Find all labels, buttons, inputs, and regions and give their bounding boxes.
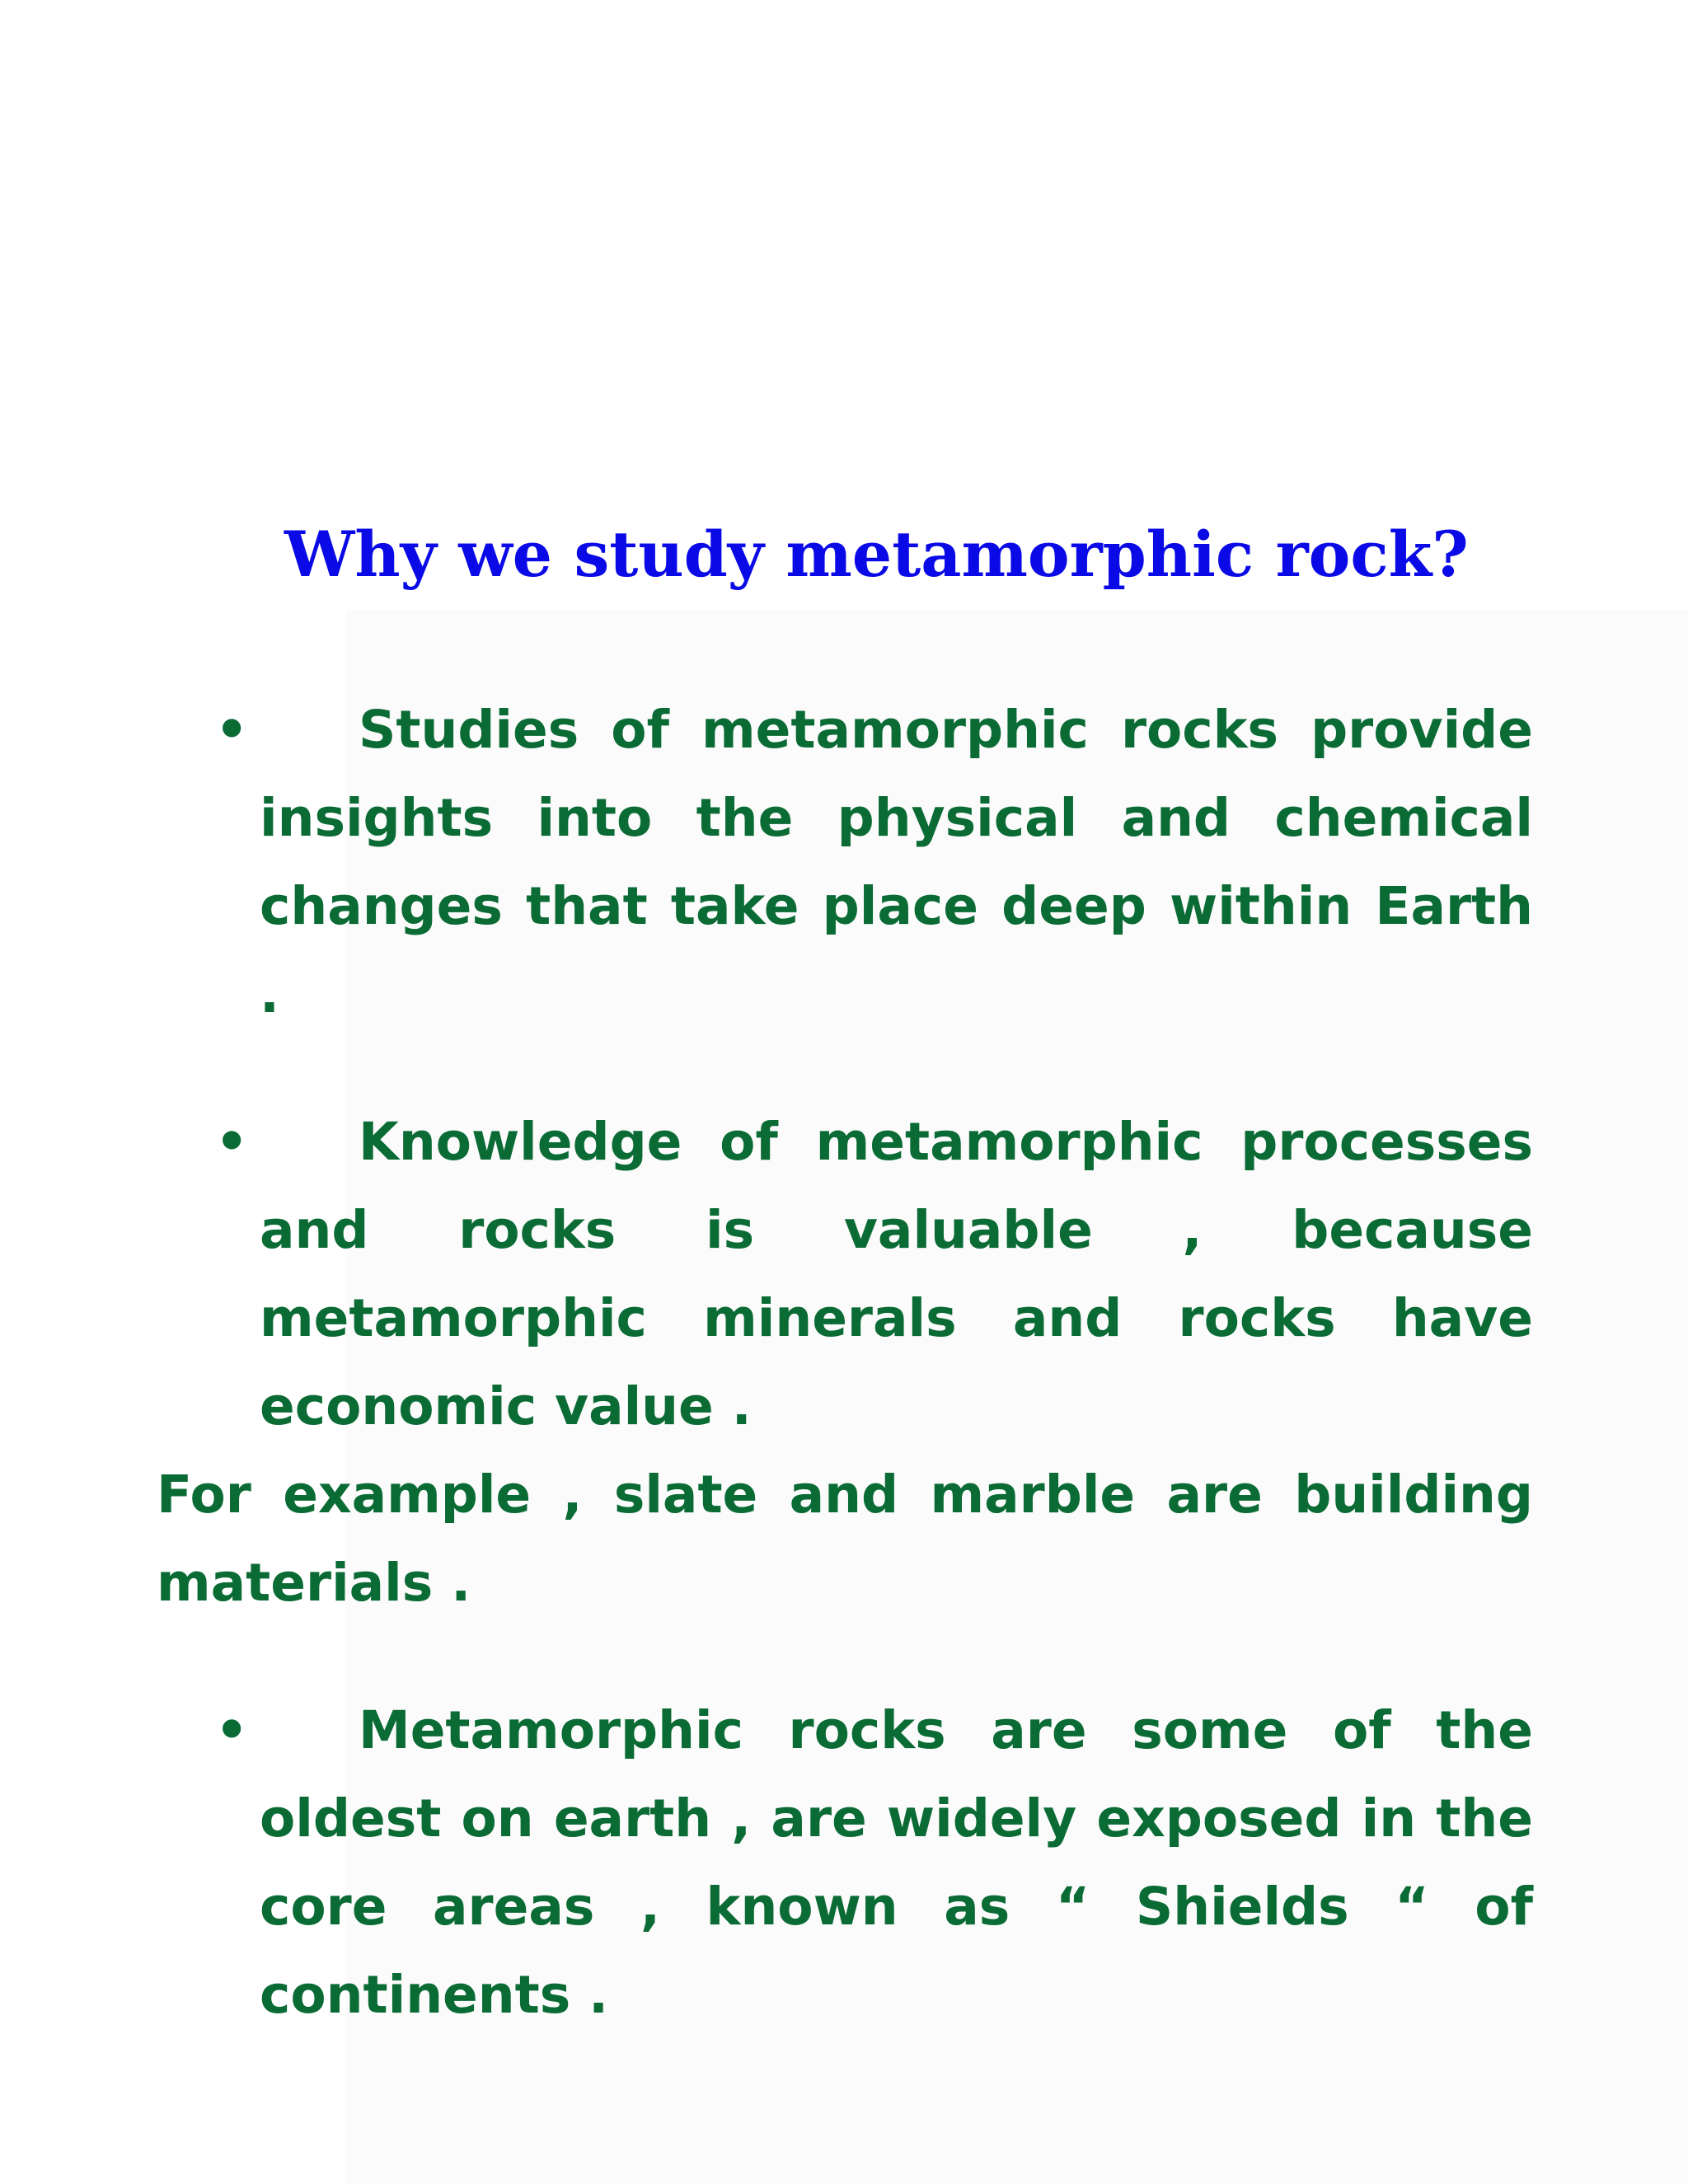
bullet-icon: • bbox=[215, 1112, 249, 1172]
bullet-item-text: Knowledge of metamorphic processes and rocks is valuable , because metamorphic minerals and rocks have economic value . bbox=[260, 1112, 1533, 1436]
bullet-item bbox=[215, 1686, 1533, 2039]
bullet-icon: • bbox=[215, 700, 249, 760]
bullet-item bbox=[215, 686, 1533, 1038]
bullet-item-text: Metamorphic rocks are some of the oldest on earth , are widely exposed in the core areas , known as “ Shields “ of continents . bbox=[260, 1700, 1533, 2025]
bullet-item bbox=[215, 1098, 1533, 1451]
bullet-icon: • bbox=[215, 1700, 249, 1760]
page-title: Why we study metamorphic rock? bbox=[284, 518, 1469, 591]
example-paragraph: For example , slate and marble are building materials . bbox=[157, 1465, 1533, 1613]
bullet-item-text: Studies of metamorphic rocks provide insights into the physical and chemical changes that take place deep within Earth . bbox=[260, 700, 1533, 1024]
